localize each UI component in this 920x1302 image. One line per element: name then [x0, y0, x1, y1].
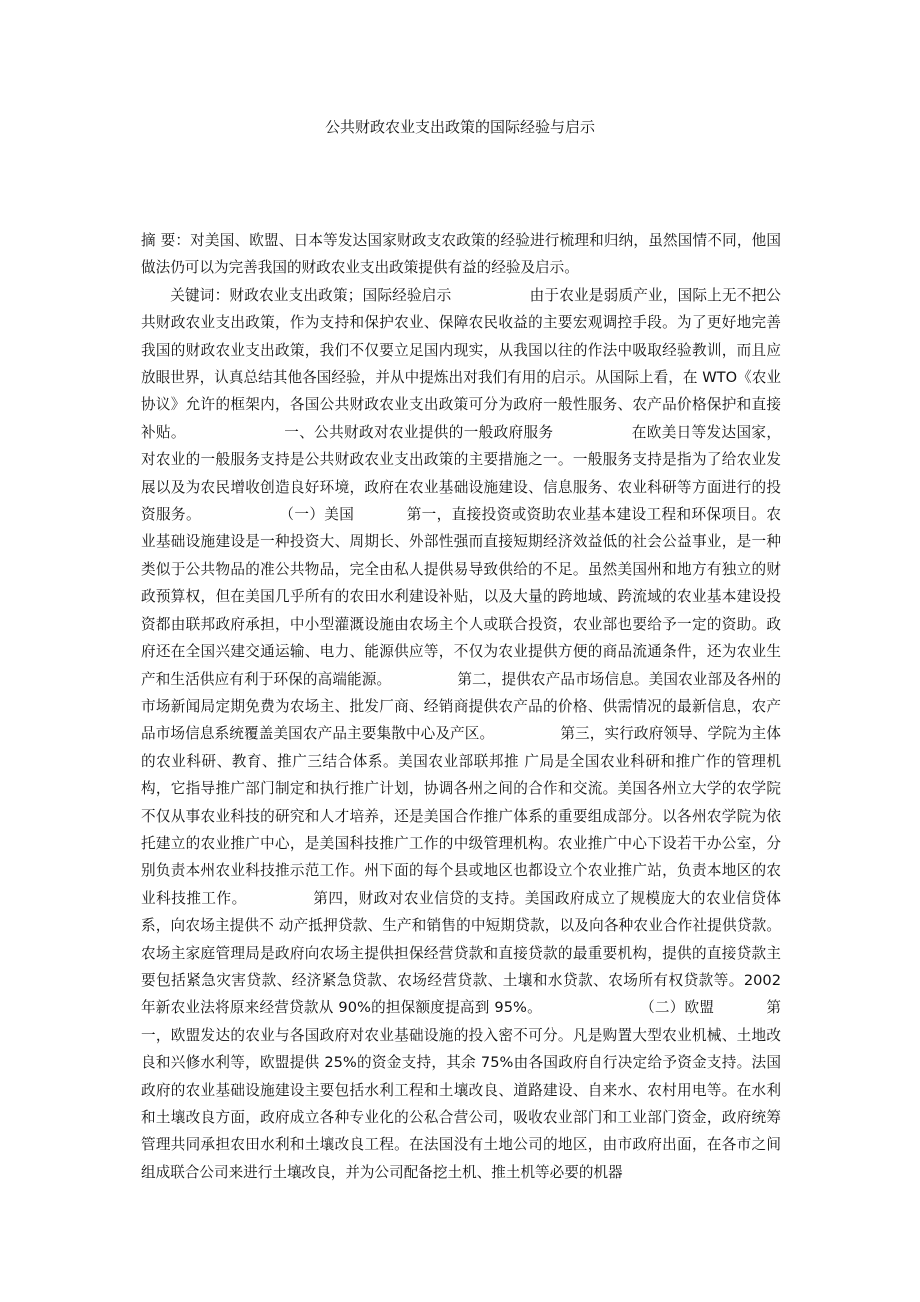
- abstract-paragraph: [141, 227, 781, 282]
- usa-paragraph-2: 第二，提供农产品市场信息。美国农业部及各州的市场新闻局定期免费为农场主、批发厂商、经销商提供农产品的价格、供需情况的最新信息，农产品市场信息系统覆盖美国农产品主要集散中心及产区。: [141, 670, 781, 743]
- usa-heading: （一）美国: [278, 506, 355, 524]
- eu-paragraph-1: 第一，欧盟发达的农业与各国政府对农业基础设施的投入密不可分。凡是购置大型农业机械、土地改良和兴修水利等，欧盟提供 25%的资金支持，其余 75%由各国政府自行决定给予资金支持。法国政府的农业基础设施建设主要包括水利工程和土壤改良、道路建设、自来水、农村用电等。在水利和土壤改良方面，政府成立各种专业化的公私合营公司，吸收农业部门和工业部门资金，政府统筹管理共同承担农田水利和土壤改良工程。在法国没有土地公司的地区，由市政府出面，在各市之间组成联合公司来进行土壤改良，并为公司配备挖土机、推土机等必要的机器: [141, 999, 781, 1181]
- section1-intro-text: 在欧美日等发达国家，对农业的一般服务支持是公共财政农业支出政策的主要措施之一。一般服务支持是指为了给农业发展以及为农民增收创造良好环境，政府在农业基础设施建设、信息服务、农业科研等方面进行的投资服务。: [141, 423, 781, 524]
- eu-heading: （二）欧盟: [639, 999, 715, 1017]
- abstract-label: 摘 要：: [141, 232, 191, 249]
- keywords-label: 关键词：: [170, 286, 230, 304]
- section1-heading: 一、公共财政对农业提供的一般政府服务: [283, 423, 554, 441]
- keywords-text: 财政农业支出政策；国际经验启示: [229, 286, 452, 304]
- document-body: [141, 227, 781, 1186]
- usa-paragraph-4: 第四，财政对农业信贷的支持。美国政府成立了规模庞大的农业信贷体系，向农场主提供不 动产抵押贷款、生产和销售的中短期贷款，以及向各种农业合作社提供贷款。农场主家庭管理局是政府向农场主提供担保经营贷款和直接贷款的最重要机构，提供的直接贷款主要包括紧急灾害贷款、经济紧急贷款、农场经营贷款、土壤和水贷款、农场所有权贷款等。2002 年新农业法将原来经营贷款从 90%的担保额度提高到 95%。: [141, 889, 781, 1017]
- intro-text: 由于农业是弱质产业，国际上无不把公共财政农业支出政策，作为支持和保护农业、保障农民收益的主要宏观调控手段。为了更好地完善我国的财政农业支出政策，我们不仅要立足国内现实，从我国以往的作法中吸取经验教训，而且应放眼世界，认真总结其他各国经验，并从中提炼出对我们有用的启示。从国际上看，在 WTO《农业协议》允许的框架内，各国公共财政农业支出政策可分为政府一般性服务、农产品价格保护和直接补贴。: [141, 286, 781, 441]
- document-title: 公共财政农业支出政策的国际经验与启示: [324, 118, 595, 136]
- usa-paragraph-1: 第一，直接投资或资助农业基本建设工程和环保项目。农业基础设施建设是一种投资大、周期长、外部性强而直接短期经济效益低的社会公益事业，是一种类似于公共物品的准公共物品，完全由私人提供易导致供给的不足。虽然美国州和地方有独立的财政预算权，但在美国几乎所有的农田水利建设补贴，以及大量的跨地域、跨流域的农业基本建设投资都由联邦政府承担，中小型灌溉设施由农场主个人或联合投资，农业部也要给予一定的资助。政府还在全国兴建交通运输、电力、能源供应等，不仅为农业提供方便的商品流通条件，还为农业生产和生活供应有利于环保的高端能源。: [141, 506, 781, 688]
- usa-paragraph-3: 第三，实行政府领导、学院为主体的农业科研、教育、推广三结合体系。美国农业部联邦推 广局是全国农业科研和推广作的管理机构，它指导推广部门制定和执行推广计划，协调各州之间的合作和交流。美国各州立大学的农学院不仅从事农业科技的研究和人才培养，还是美国合作推广体系的重要组成部分。以各州农学院为依托建立的农业推广中心，是美国科技推广工作的中级管理机构。农业推广中心下设若干办公室，分别负责本州农业科技推示范工作。州下面的每个县或地区也都设立个农业推广站，负责本地区的农业科技推工作。: [141, 725, 781, 907]
- main-paragraph: [141, 282, 781, 1186]
- abstract-text: 对美国、欧盟、日本等发达国家财政支农政策的经验进行梳理和归纳，虽然国情不同，他国 做法仍可以为完善我国的财政农业支出政策提供有益的经验及启示。: [141, 232, 781, 277]
